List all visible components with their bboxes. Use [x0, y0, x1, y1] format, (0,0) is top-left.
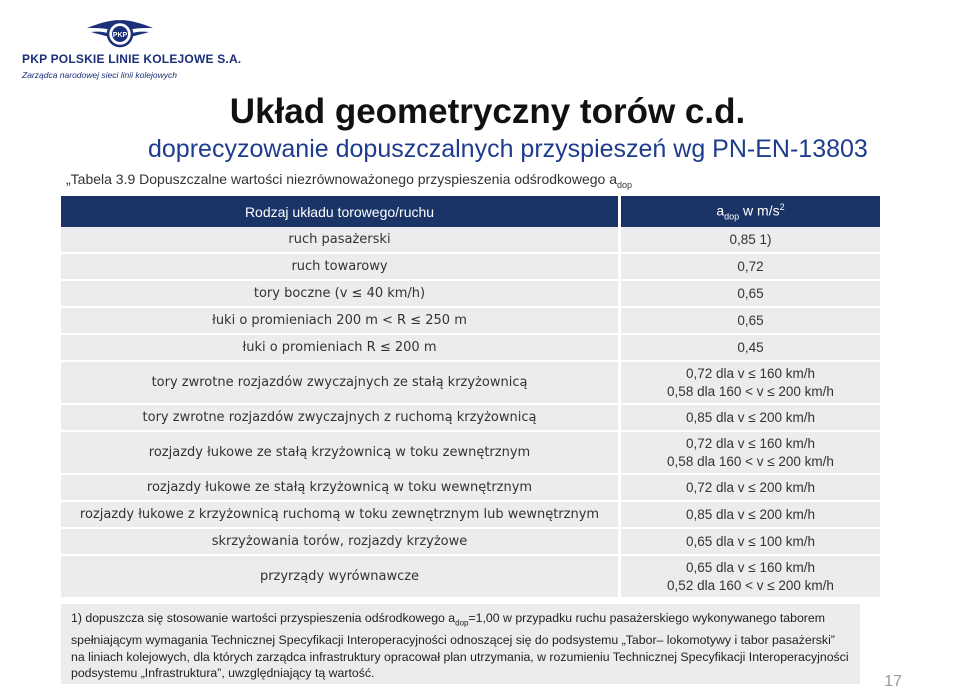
row-value [621, 405, 880, 432]
table-row [61, 529, 880, 556]
footnote-part2: =1,00 w przypadku ruchu pasażerskiego wykonywanego taborem spełniającym wymagania Technicznej Specyfikacji Interoperacyjności odnoszącej się do podsystemu „Tabor– lokomotywy i tabor pasażerski” na liniach kolejowych, dla których zarządca infrastruktury opracował plan utrzymania, w rozumieniu Technicznej Specyfikacji Interoperacyjności podsystemu „Infrastruktura”, uwzględniający tą wartość. [71, 611, 849, 681]
table-row [61, 335, 880, 362]
header-sup: 2 [779, 201, 785, 212]
footnote-subscript: dop [455, 618, 469, 628]
row-label: rozjazdy łukowe ze stałą krzyżownicą w toku zewnętrznym [61, 432, 621, 475]
row-value-line: 0,58 dla 160 < v ≤ 200 km/h [667, 383, 834, 399]
row-value [621, 475, 880, 502]
company-tagline: Zarządca narodowej sieci linii kolejowych [22, 70, 177, 80]
caption-text: „Tabela 3.9 Dopuszczalne wartości niezrównoważonego przyspieszenia odśrodkowego a [66, 171, 617, 187]
table-row [61, 556, 880, 599]
row-value [621, 362, 880, 405]
row-label: rozjazdy łukowe z krzyżownicą ruchomą w toku zewnętrznym lub wewnętrznym [61, 502, 621, 529]
table-row [61, 227, 880, 254]
row-label: ruch towarowy [61, 254, 621, 281]
emblem-label: PKP [112, 32, 128, 39]
acceleration-table [61, 196, 880, 599]
row-value [621, 254, 880, 281]
row-label: tory zwrotne rozjazdów zwyczajnych ze stałą krzyżownicą [61, 362, 621, 405]
table-row [61, 254, 880, 281]
row-label: przyrządy wyrównawcze [61, 556, 621, 599]
page-number: 17 [884, 673, 902, 690]
row-value-line: 0,85 dla v ≤ 200 km/h [686, 506, 815, 522]
caption-subscript: dop [616, 179, 633, 190]
row-value-line: 0,72 dla v ≤ 160 km/h [686, 435, 815, 451]
table-row [61, 308, 880, 335]
header-a: a [716, 202, 725, 219]
row-value-line: 0,45 [737, 339, 764, 355]
table-row [61, 405, 880, 432]
row-value-line: 0,72 [737, 258, 764, 274]
row-value-line: 0,85 dla v ≤ 200 km/h [686, 409, 815, 425]
table-row [61, 502, 880, 529]
row-label: łuki o promieniach R ≤ 200 m [61, 335, 621, 362]
footnote-part1: 1) dopuszcza się stosowanie wartości przyspieszenia odśrodkowego a [71, 611, 456, 625]
row-label: rozjazdy łukowe ze stałą krzyżownicą w toku wewnętrznym [61, 475, 621, 502]
table-body [61, 227, 880, 599]
row-label: tory boczne (v ≤ 40 km/h) [61, 281, 621, 308]
row-value-line: 0,65 dla v ≤ 100 km/h [686, 533, 815, 549]
row-value-line: 0,72 dla v ≤ 200 km/h [686, 479, 815, 495]
column-header-value [621, 196, 880, 227]
row-value [621, 335, 880, 362]
row-value [621, 502, 880, 529]
header-sub: dop [724, 211, 740, 222]
table-row [61, 281, 880, 308]
row-value-line: 0,72 dla v ≤ 160 km/h [686, 365, 815, 381]
winged-wheel-emblem-icon [85, 14, 155, 52]
row-value-line: 0,65 [737, 312, 764, 328]
row-value [621, 281, 880, 308]
page-title: Układ geometryczny torów c.d. [229, 92, 746, 131]
row-value-line: 0,58 dla 160 < v ≤ 200 km/h [667, 453, 834, 469]
row-value [621, 556, 880, 599]
table-row [61, 475, 880, 502]
row-value [621, 529, 880, 556]
row-label: łuki o promieniach 200 m < R ≤ 250 m [61, 308, 621, 335]
company-name: PKP POLSKIE LINIE KOLEJOWE S.A. [22, 52, 242, 66]
row-value-line: 0,85 1) [729, 231, 772, 247]
row-label: tory zwrotne rozjazdów zwyczajnych z ruchomą krzyżownicą [61, 405, 621, 432]
row-value-line: 0,52 dla 160 < v ≤ 200 km/h [667, 577, 834, 593]
company-logo [20, 14, 242, 80]
column-header-type: Rodzaj układu torowego/ruchu [61, 196, 621, 227]
page-subtitle: doprecyzowanie dopuszczalnych przyspieszeń wg PN-EN-13803 [148, 135, 868, 163]
row-value [621, 432, 880, 475]
header-unit: w m/s [739, 202, 780, 219]
footnote [61, 604, 860, 684]
table-header-row [61, 196, 880, 227]
row-value [621, 308, 880, 335]
table-row [61, 362, 880, 405]
row-value [621, 227, 880, 254]
table-row [61, 432, 880, 475]
row-value-line: 0,65 dla v ≤ 160 km/h [686, 559, 815, 575]
table-caption [66, 171, 632, 190]
row-label: ruch pasażerski [61, 227, 621, 254]
row-value-line: 0,65 [737, 285, 764, 301]
row-label: skrzyżowania torów, rozjazdy krzyżowe [61, 529, 621, 556]
